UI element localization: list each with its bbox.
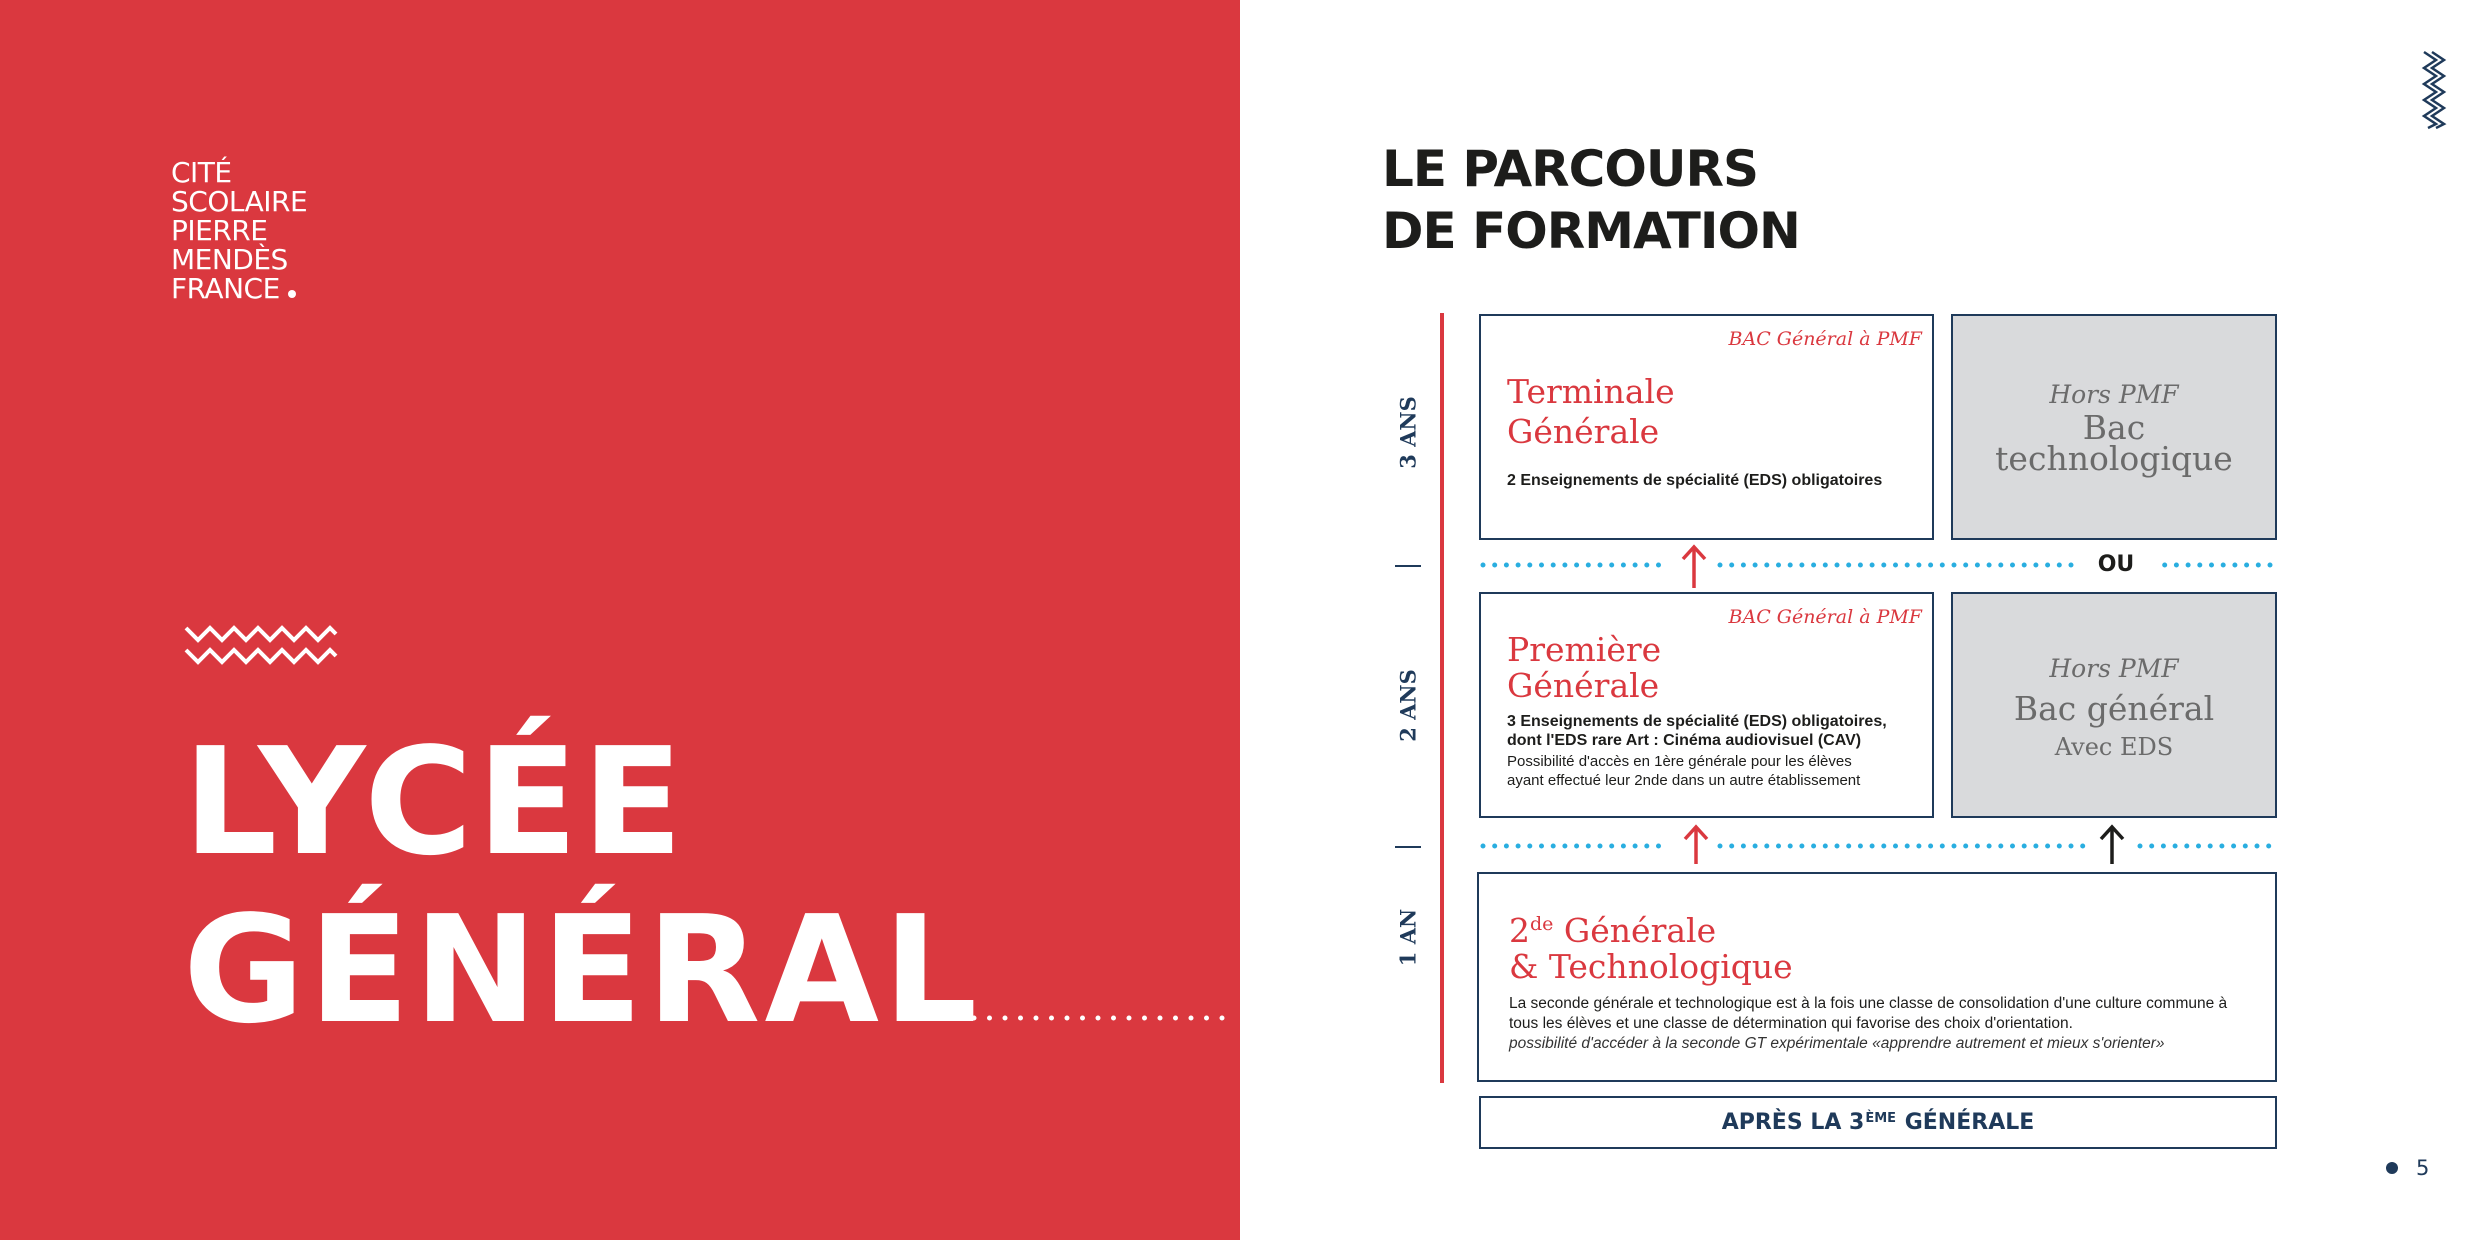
logo-line: SCOLAIRE <box>171 185 308 218</box>
box-title-line: Générale <box>1507 412 1660 451</box>
premiere-box <box>1479 592 1934 818</box>
box-note <box>1507 752 1860 790</box>
arrow-up-icon <box>1682 824 1710 866</box>
arrow-up-icon <box>1680 544 1708 590</box>
year-label-2: 2 ANS <box>1395 669 1421 742</box>
or-label: OU <box>2076 550 2156 580</box>
heading-line-1: LE PARCOURS <box>1382 140 1758 198</box>
box-title <box>1509 906 1793 985</box>
title-line-1: LYCÉE <box>183 716 687 888</box>
bac-techno-label <box>1953 408 2275 478</box>
note-line: Possibilité d'accès en 1ère générale pour les élèves <box>1507 753 1852 770</box>
logo-line: PIERRE <box>171 214 268 247</box>
bac-line: technologique <box>1995 439 2233 478</box>
box-title-line: Première <box>1507 630 1662 669</box>
hors-pmf-label: Hors PMF <box>2049 380 2179 409</box>
page-number <box>2386 1156 2429 1180</box>
terminale-box <box>1479 314 1934 540</box>
avec-eds-label: Avec EDS <box>2054 733 2174 761</box>
zigzag-decoration-icon <box>2418 50 2448 130</box>
apres-text: APRÈS LA 3 <box>1721 1110 1865 1135</box>
timeline-line <box>1440 313 1444 1083</box>
bac-tag: BAC Général à PMF <box>1728 606 1922 628</box>
timeline-tick <box>1395 565 1421 567</box>
hors-pmf-general-box <box>1951 592 2277 818</box>
arrow-up-icon <box>2098 824 2126 866</box>
apres-text: GÉNÉRALE <box>1897 1110 2035 1135</box>
apres-sup: ÈME <box>1865 1111 1897 1126</box>
subtitle-line: dont l'EDS rare Art : Cinéma audiovisuel (CAV) <box>1507 732 1862 749</box>
year-label-3: 3 ANS <box>1395 396 1421 469</box>
heading-line-2: DE FORMATION <box>1382 202 1800 260</box>
dotted-line-decoration <box>940 1013 1240 1023</box>
box-title <box>1507 372 1675 452</box>
logo-dot-icon <box>288 290 296 298</box>
logo-line: FRANCE <box>171 272 280 305</box>
bac-line: Bac <box>2082 408 2146 447</box>
box-title-line: & Technologique <box>1509 947 1793 986</box>
logo-line: MENDÈS <box>171 243 288 276</box>
section-heading <box>1382 138 1800 262</box>
hors-pmf-techno-box <box>1951 314 2277 540</box>
grade-name: Générale <box>1553 911 1717 950</box>
box-title-line: Générale <box>1507 666 1660 705</box>
box-title-line <box>1509 906 1793 949</box>
zigzag-decoration-icon <box>184 624 338 668</box>
title-line-2: GÉNÉRAL <box>183 884 982 1056</box>
box-title-line: Terminale <box>1507 372 1675 411</box>
note-line-italic: possibilité d'accéder à la seconde GT expérimentale «apprendre autrement et mieux s'orienter» <box>1509 1035 2165 1052</box>
dotted-separator <box>1480 843 2280 849</box>
timeline-tick <box>1395 846 1421 848</box>
page-number-value: 5 <box>2416 1156 2430 1180</box>
box-note <box>1509 994 2227 1054</box>
grade-sup: de <box>1530 913 1554 935</box>
page-title <box>183 718 981 1054</box>
bac-tag: BAC Général à PMF <box>1728 328 1922 350</box>
school-logo <box>171 158 307 303</box>
box-subtitle: 2 Enseignements de spécialité (EDS) obligatoires <box>1507 472 1883 489</box>
grade-number: 2 <box>1509 911 1530 950</box>
hors-pmf-label: Hors PMF <box>2049 654 2179 683</box>
dotted-separator <box>1480 562 2280 568</box>
note-line: ayant effectué leur 2nde dans un autre établissement <box>1507 772 1861 789</box>
box-title <box>1507 632 1661 704</box>
year-label-1: 1 AN <box>1395 908 1421 967</box>
seconde-box <box>1477 872 2277 1082</box>
note-line: La seconde générale et technologique est à la fois une classe de consolidation d'une culture commune à <box>1509 995 2228 1012</box>
bullet-icon <box>2386 1162 2398 1174</box>
subtitle-line: 3 Enseignements de spécialité (EDS) obligatoires, <box>1507 713 1887 730</box>
box-subtitle <box>1507 712 1887 750</box>
logo-line-last <box>171 274 307 303</box>
note-line: tous les élèves et une classe de détermination qui favorise des choix d'orientation. <box>1509 1015 2073 1032</box>
bac-general-label: Bac général <box>2013 689 2215 728</box>
logo-line: CITÉ <box>171 156 232 189</box>
after-3eme-box <box>1479 1096 2277 1149</box>
